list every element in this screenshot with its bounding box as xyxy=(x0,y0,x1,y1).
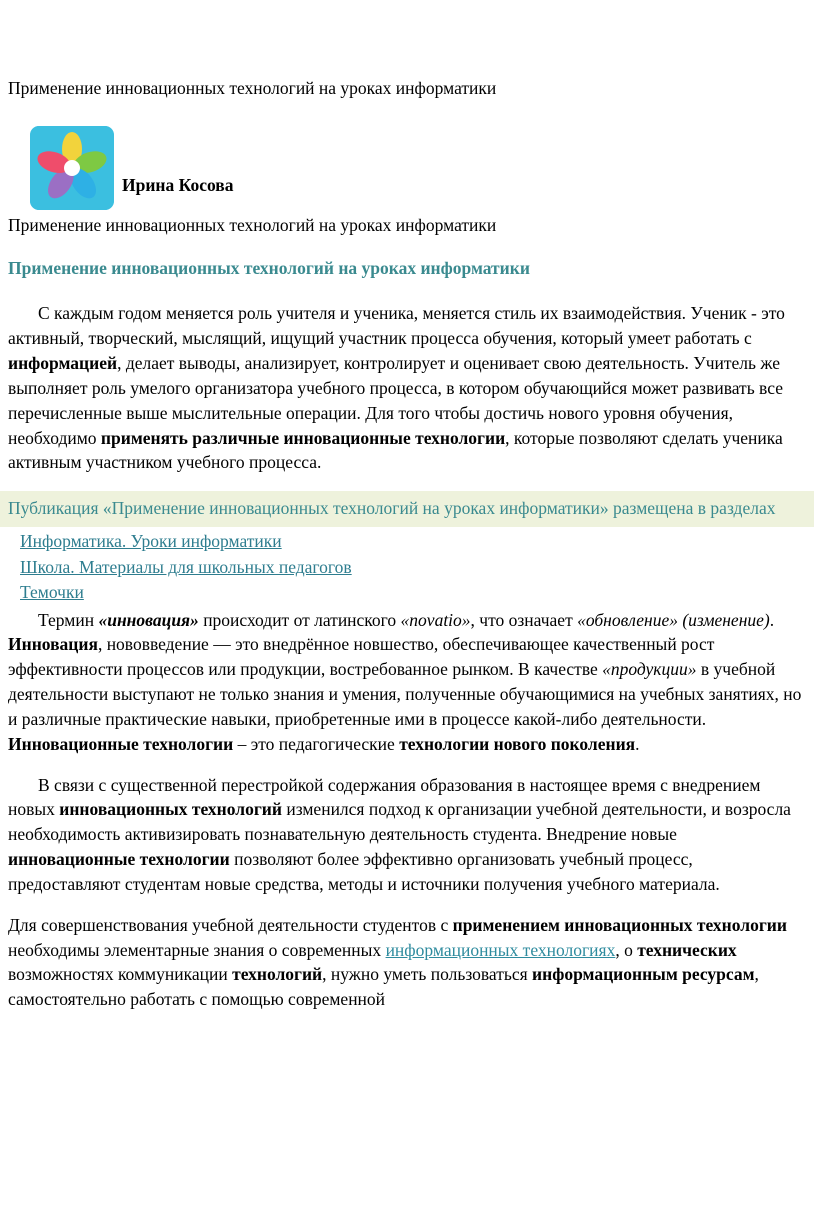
p1-part2: , делает выводы, анализирует, контролирует и оценивает свою деятельность. Учитель же выполняет роль умелого организатора учебного процесса, в котором обучающийся может развивать все перечисленные выше мыслительные операции. Для того чтобы достичь нового уровня обучения, необходимо xyxy=(8,353,783,448)
p2-bold3: технологии нового поколения xyxy=(399,733,636,754)
p2-italic1: «инновация» xyxy=(98,609,199,630)
p2-part4: . xyxy=(769,609,775,630)
p2-italic4: «продукции» xyxy=(602,659,697,680)
p1-bold1: информацией xyxy=(8,353,118,374)
flower-logo-icon xyxy=(30,126,114,210)
p2-part2: происходит от латинского xyxy=(198,609,401,630)
p3-bold2: инновационные технологии xyxy=(8,849,230,870)
p4-part4: возможностях коммуникации xyxy=(8,964,233,985)
p2-part6: в учебной деятельности выступают не только знания и умения, полученные обучающимися на учебных занятиях, но и различные практические навыки, приобретенные ими в процессе какой-либо деятельности. xyxy=(8,659,802,729)
p4-part1: Для совершенствования учебной деятельности студентов с xyxy=(8,914,453,935)
paragraph-3 xyxy=(8,773,806,897)
p4-part5: , нужно уметь пользоваться xyxy=(322,964,533,985)
p2-bold2: Инновационные технологии xyxy=(8,733,234,754)
publication-callout: Публикация «Применение инновационных технологий на уроках информатики» размещена в разделах xyxy=(0,491,814,527)
p2-italic2: «novatio» xyxy=(400,609,471,630)
p4-bold2: технических xyxy=(637,939,737,960)
author-block xyxy=(8,126,806,210)
p4-bold4: информационным ресурсам xyxy=(532,964,755,985)
p2-bold1: Инновация xyxy=(8,634,98,655)
document-subtitle: Применение инновационных технологий на уроках информатики xyxy=(8,214,497,235)
p2-part8: . xyxy=(635,733,640,754)
p4-bold3: технологий xyxy=(232,964,323,985)
p2-italic3: «обновление» (изменение) xyxy=(577,609,770,630)
p1-part3: , которые позволяют сделать ученика активным участником учебного процесса. xyxy=(8,427,783,473)
section-link-temochki[interactable]: Темочки xyxy=(20,582,84,603)
document-subtitle-highlight: Применение инновационных технологий на уроках информатики xyxy=(8,257,530,278)
p3-part1: В связи с существенной перестройкой содержания образования в настоящее время с внедрением новых xyxy=(8,774,761,820)
page-title: Применение инновационных технологий на уроках информатики xyxy=(8,78,497,98)
document-content xyxy=(0,78,816,1012)
p3-part3: позволяют более эффективно организовать учебный процесс, предоставляют студентам новые средства, методы и источники получения учебного материала. xyxy=(8,849,720,894)
p4-bold1: применением инновационных технологии xyxy=(452,914,787,935)
p2-part5: , нововведение — это внедрённое новшество, обеспечивающее качественный рост эффективности процессов или продукции, востребованное рынком. В качестве xyxy=(8,634,715,680)
p4-part2: необходимы элементарные знания о современных xyxy=(8,939,386,960)
p1-bold2: применять различные инновационные технологии xyxy=(100,427,506,448)
p2-part1: Термин xyxy=(38,609,99,630)
section-link-informatika[interactable]: Информатика. Уроки информатики xyxy=(20,531,282,552)
p4-part6: , самостоятельно работать с помощью современной xyxy=(8,964,759,1010)
paragraph-4 xyxy=(8,913,806,1012)
p3-part2: изменился подход к организации учебной деятельности, и возросла необходимость активизировать познавательную деятельность студента. Внедрение новые xyxy=(8,799,791,845)
inline-link-information-technologies[interactable]: информационных технологиях xyxy=(385,939,616,960)
section-link-shkola[interactable]: Школа. Материалы для школьных педагогов xyxy=(20,556,352,577)
p4-part3: , о xyxy=(615,939,638,960)
p3-bold1: инновационных технологий xyxy=(59,799,282,820)
p2-part7: – это педагогические xyxy=(233,733,400,754)
author-name: Ирина Косова xyxy=(122,174,234,195)
p2-part3: , что означает xyxy=(470,609,578,630)
section-links xyxy=(8,529,806,605)
paragraph-2 xyxy=(8,608,806,757)
paragraph-1 xyxy=(8,301,806,475)
p1-part1: С каждым годом меняется роль учителя и ученика, меняется стиль их взаимодействия. Ученик - это активный, творческий, мыслящий, ищущий участник процесса обучения, который умеет работать с xyxy=(8,303,785,349)
